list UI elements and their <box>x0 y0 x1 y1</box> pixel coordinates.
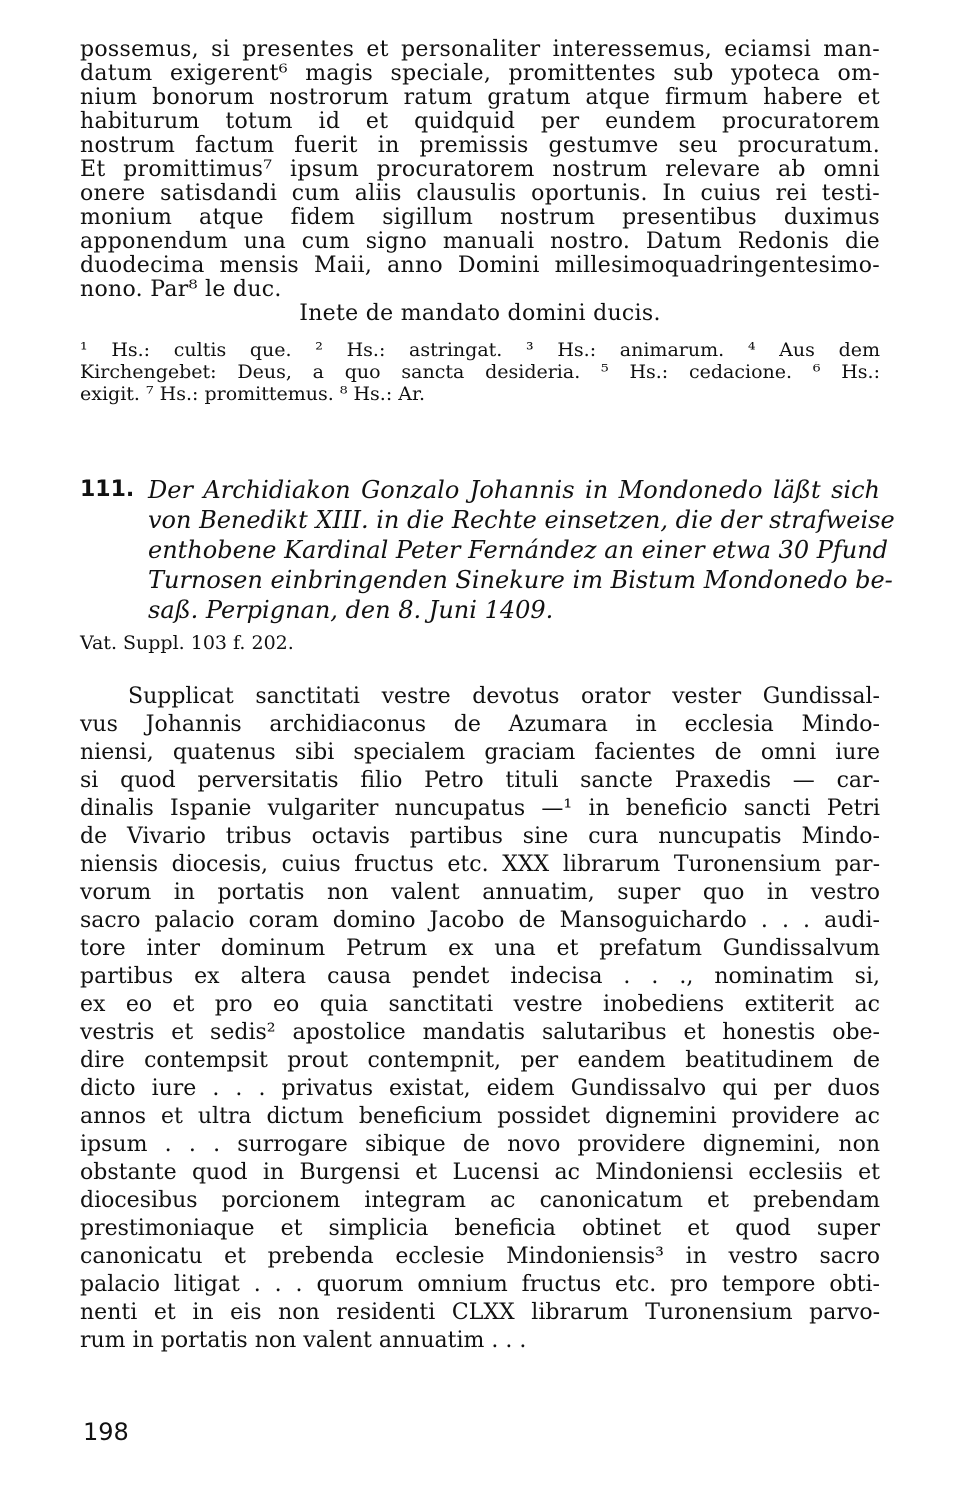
body-line: prestimoniaque et simplicia beneficia obtinet et quod super <box>80 1216 880 1241</box>
body-line: partibus ex altera causa pendet indecisa . . ., nominatim si, <box>80 964 880 989</box>
body-line: niensi, quatenus sibi specialem graciam facientes de omni iure <box>80 740 880 765</box>
body-line: diocesibus porcionem integram ac canonicatum et prebendam <box>80 1188 880 1213</box>
text-line: apponendum una cum signo manuali nostro. Datum Redonis die <box>80 229 880 254</box>
body-line: si quod perversitatis filio Petro tituli sancte Praxedis — car- <box>80 768 880 793</box>
body-line: obstante quod in Burgensi et Lucensi ac Mindoniensi ecclesiis et <box>80 1160 880 1185</box>
footnote-line: Kirchengebet: Deus, a quo sancta desideria. ⁵ Hs.: cedacione. ⁶ Hs.: <box>80 361 880 383</box>
closing-note: Inete de mandato domini ducis. <box>299 301 661 326</box>
body-line: de Vivario tribus octavis partibus sine cura nuncupatis Mindo- <box>80 824 880 849</box>
body-line: vorum in portatis non valent annuatim, super quo in vestro <box>80 880 880 905</box>
body-line: vestris et sedis² apostolice mandatis salutaribus et honestis obe- <box>80 1020 880 1045</box>
body-line: vus Johannis archidiaconus de Azumara in ecclesia Mindo- <box>80 712 880 737</box>
section-title <box>148 475 895 625</box>
text-line: nium bonorum nostrorum ratum gratum atque firmum habere et <box>80 85 880 110</box>
text-line: nostrum factum fuerit in premissis gestumve seu procuratum. <box>80 133 880 158</box>
body-line: annos et ultra dictum beneficium possidet dignemini providere ac <box>80 1104 880 1129</box>
body-line: ipsum . . . surrogare sibique de novo providere dignemini, non <box>80 1132 880 1157</box>
text-line: duodecima mensis Maii, anno Domini millesimoquadringentesimo- <box>80 253 880 278</box>
body-line: palacio litigat . . . quorum omnium fructus etc. pro tempore obti- <box>80 1272 880 1297</box>
body-line: Supplicat sanctitati vestre devotus orator vester Gundissal- <box>128 684 880 709</box>
text-line: Et promittimus⁷ ipsum procuratorem nostrum relevare ab omni <box>80 157 880 182</box>
text-line: datum exigerent⁶ magis speciale, promittentes sub ypoteca om- <box>80 61 880 86</box>
footnote-line: exigit. ⁷ Hs.: promittemus. ⁸ Hs.: Ar. <box>80 383 426 405</box>
body-line: ex eo et pro eo quia sanctitati vestre inobediens extiterit ac <box>80 992 880 1017</box>
text-line: possemus, si presentes et personaliter interessemus, eciamsi man- <box>80 37 880 62</box>
body-line: dire contempsit prout contempnit, per eandem beatitudinem de <box>80 1048 880 1073</box>
continued-document-text <box>80 38 880 326</box>
text-line: habiturum totum id et quidquid per eundem procuratorem <box>80 109 880 134</box>
body-line: dinalis Ispanie vulgariter nuncupatus —¹ in beneficio sancti Petri <box>80 796 880 821</box>
footnote-line: ¹ Hs.: cultis que. ² Hs.: astringat. ³ Hs.: animarum. ⁴ Aus dem <box>80 339 880 361</box>
body-line: canonicatu et prebenda ecclesie Mindoniensis³ in vestro sacro <box>80 1244 880 1269</box>
title-line: von Benedikt XIII. in die Rechte einsetzen, die der strafweise <box>148 506 895 534</box>
body-line: niensis diocesis, cuius fructus etc. XXX librarum Turonensium par- <box>80 852 880 877</box>
page-content <box>80 37 895 1355</box>
title-line: saß. Perpignan, den 8. Juni 1409. <box>148 596 554 624</box>
page-number: 198 <box>83 1418 129 1446</box>
body-line: nenti et in eis non residenti CLXX librarum Turonensium parvo- <box>80 1300 880 1325</box>
text-line: nono. Par⁸ le duc. <box>80 277 282 302</box>
body-line: dicto iure . . . privatus existat, eidem Gundissalvo qui per duos <box>80 1076 880 1101</box>
title-line: enthobene Kardinal Peter Fernández an einer etwa 30 Pfund <box>148 536 889 564</box>
body-line: sacro palacio coram domino Jacobo de Mansoguichardo . . . audi- <box>80 908 880 933</box>
section-number: 111. <box>80 477 135 502</box>
footnotes <box>80 339 880 405</box>
text-line: monium atque fidem sigillum nostrum presentibus duximus <box>80 205 880 230</box>
source-reference: Vat. Suppl. 103 f. 202. <box>80 632 294 654</box>
body-line: tore inter dominum Petrum ex una et prefatum Gundissalvum <box>80 936 880 961</box>
title-line: Turnosen einbringenden Sinekure im Bistum Mondonedo be- <box>148 566 893 594</box>
section-heading <box>80 475 895 625</box>
body-line: rum in portatis non valent annuatim . . . <box>80 1328 527 1353</box>
text-line: onere satisdandi cum aliis clausulis oportunis. In cuius rei testi- <box>80 181 880 206</box>
body-text <box>80 683 880 1355</box>
title-line: Der Archidiakon Gonzalo Johannis in Mondonedo läßt sich <box>148 476 880 504</box>
